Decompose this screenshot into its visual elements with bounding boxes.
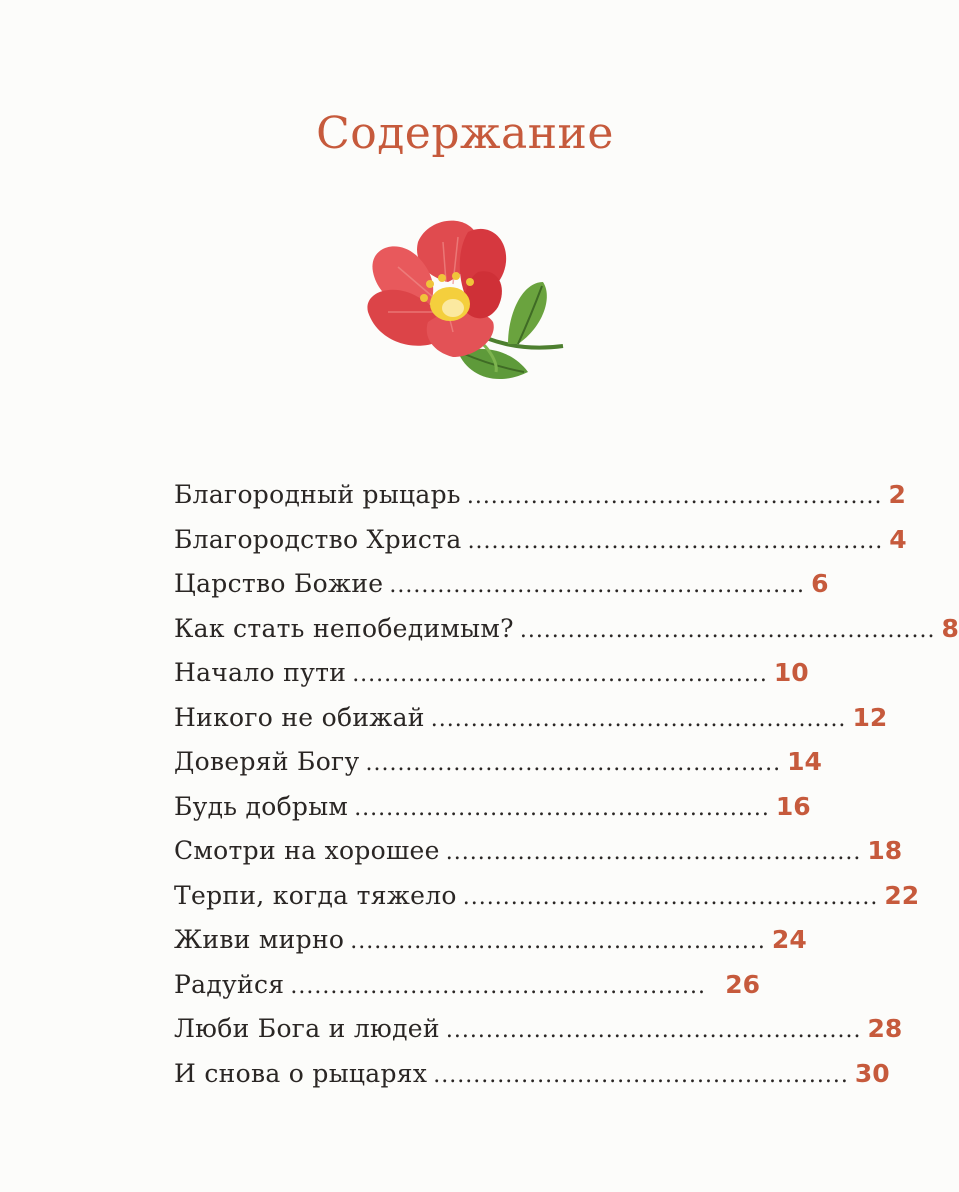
toc-entry-page-number: 28: [867, 1014, 903, 1043]
toc-entry-page-number: 26: [725, 969, 760, 999]
toc-entry[interactable]: [174, 1058, 890, 1104]
toc-entry-title: И снова о рыцарях: [174, 1058, 428, 1088]
toc-entry-title: Как стать непобедимым?: [174, 613, 514, 643]
toc-entry-title: Смотри на хорошее: [174, 836, 440, 865]
dot-leader: ....................................................: [462, 884, 879, 910]
dot-leader: ....................................................: [519, 617, 936, 643]
toc-entry-title: Никого не обижай: [174, 702, 425, 732]
dot-leader: ....................................................: [467, 528, 884, 554]
toc-entry-title: Царство Божие: [174, 569, 384, 598]
toc-entry[interactable]: [174, 836, 903, 881]
flower-illustration-icon: [358, 212, 573, 397]
toc-entry-title: Будь добрым: [174, 791, 349, 821]
page-title: Содержание: [316, 108, 614, 159]
toc-entry-page-number: 22: [884, 880, 920, 910]
toc-entry[interactable]: [174, 1014, 903, 1059]
toc-entry-page-number: 16: [775, 791, 811, 821]
toc-entry[interactable]: [174, 970, 760, 1015]
dot-leader: ....................................................: [466, 484, 883, 509]
toc-entry-page-number: 10: [773, 658, 809, 687]
dot-leader: ....................................................: [389, 573, 806, 598]
toc-entry[interactable]: [174, 880, 920, 926]
toc-entry-title: Терпи, когда тяжело: [174, 880, 457, 910]
toc-entry-page-number: 8: [941, 613, 959, 643]
toc-entry-page-number: 12: [852, 702, 888, 732]
toc-entry-title: Благородный рыцарь: [174, 480, 461, 509]
toc-entry-title: Люби Бога и людей: [174, 1014, 440, 1043]
toc-entry[interactable]: [174, 524, 907, 570]
toc-entry[interactable]: [174, 925, 807, 970]
dot-leader: ....................................................: [433, 1062, 849, 1088]
toc-entry[interactable]: [174, 791, 811, 837]
toc-entry-page-number: 14: [787, 747, 822, 776]
toc-entry-page-number: 30: [854, 1058, 890, 1088]
toc-entry-title: Начало пути: [174, 658, 347, 687]
toc-entry[interactable]: [174, 747, 822, 792]
toc-entry-page-number: 4: [889, 524, 907, 554]
toc-entry[interactable]: [174, 702, 888, 748]
dot-leader: ....................................................: [350, 929, 766, 954]
dot-leader: ....................................................: [430, 706, 847, 732]
toc-entry[interactable]: [174, 613, 959, 659]
toc-entry-page-number: 2: [888, 480, 906, 509]
toc-entry-title: Радуйся: [174, 969, 285, 999]
toc-entry[interactable]: [174, 480, 906, 525]
dot-leader: ....................................................: [445, 1018, 862, 1043]
dot-leader: ....................................................: [352, 662, 768, 687]
dot-leader: ....................................................: [365, 751, 782, 776]
dot-leader: ....................................................: [445, 840, 862, 865]
toc-entry-page-number: 18: [867, 836, 903, 865]
table-of-contents: [174, 480, 959, 1103]
toc-entry[interactable]: [174, 569, 829, 614]
toc-entry-title: Живи мирно: [174, 925, 345, 954]
toc-entry-title: Доверяй Богу: [174, 747, 360, 776]
toc-entry-page-number: 6: [811, 569, 829, 598]
toc-entry-title: Благородство Христа: [174, 524, 462, 554]
dot-leader: ....................................................: [354, 795, 770, 821]
toc-entry[interactable]: [174, 658, 809, 703]
dot-leader: ....................................................: [290, 973, 707, 999]
toc-entry-page-number: 24: [771, 925, 807, 954]
